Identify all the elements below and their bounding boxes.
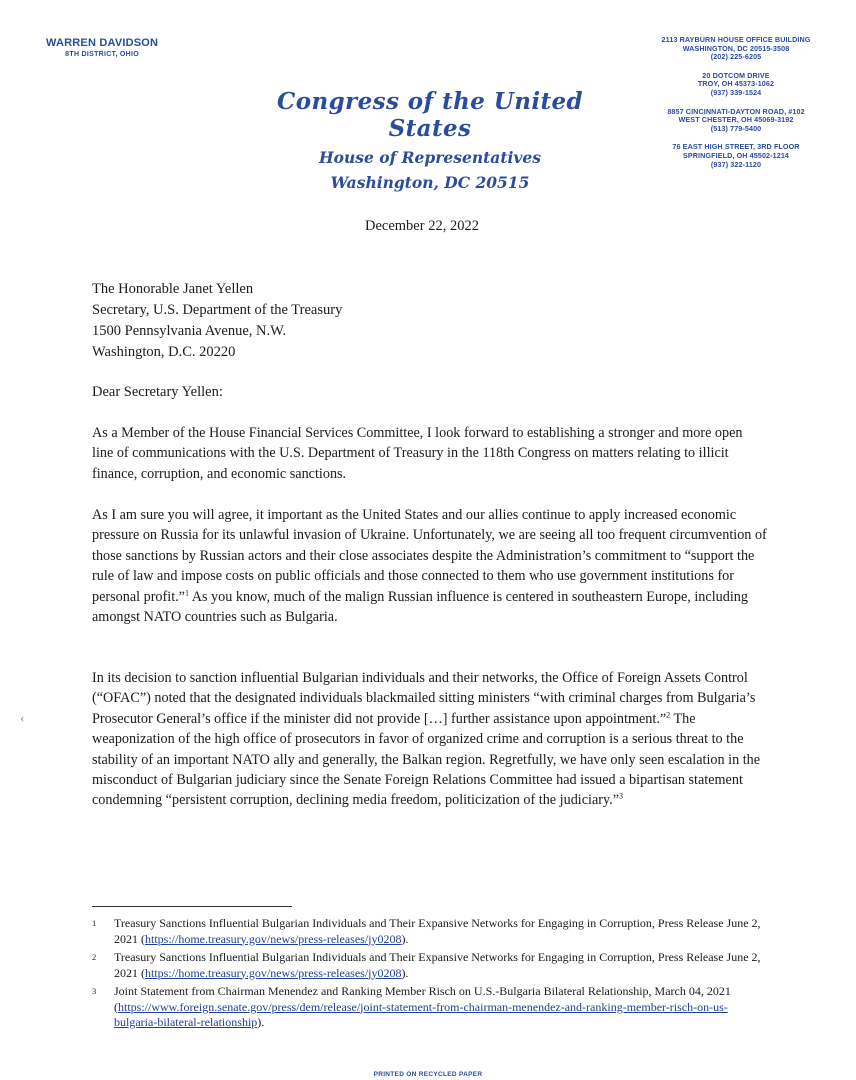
paragraph-text: In its decision to sanction influential Bulgarian individuals and their networks, the Office of Foreign Assets Control (“OFAC”) noted that the designated individuals blackmailed sitting ministers “with criminal charges from Bulgaria’s Prosecutor General’s office if the minister did not provide […] further assistance upon appointment.” [92,670,756,727]
footnote-3 [92,984,767,1031]
recycled-paper-footer: PRINTED ON RECYCLED PAPER [373,1071,483,1078]
letterhead-congress: Congress of the United States [277,88,583,142]
sender-district: 8TH DISTRICT, OHIO [65,51,140,58]
office-line: 8857 CINCINNATI-DAYTON ROAD, #102 [667,106,805,116]
footnote-ref: 1 [184,587,189,597]
margin-mark: ‹ [20,710,25,725]
footnote-text: Joint Statement from Chairman Menendez and Ranking Member Risch on U.S.-Bulgaria Bilateral Relationship, March 04, 2021 ( [114,984,731,1014]
office-line: 20 DOTCOM DRIVE [702,70,770,80]
office-phone: (937) 339-1524 [710,87,762,97]
paragraph-text: As you know, much of the malign Russian influence is centered in southeastern Europe, including amongst NATO countries such as Bulgaria. [92,588,748,626]
footnote-link[interactable]: https://www.foreign.senate.gov/press/dem/release/joint-statement-from-chairman-menendez-and-ranking-member-risch-on-us-bulgaria-bilateral-relationship [114,999,728,1029]
footnote-ref: 2 [666,710,671,720]
footnote-2 [92,950,767,981]
office-phone: (937) 322-1120 [710,159,762,169]
recipient-street: 1500 Pennsylvania Avenue, N.W. [92,323,287,339]
body-paragraph-1 [92,423,767,484]
footnote-number: 2 [92,952,97,962]
footnote-end: ). [401,965,409,980]
recipient-title: Secretary, U.S. Department of the Treasury [92,302,343,318]
footnote-rule [92,906,292,907]
letter-date: December 22, 2022 [365,218,479,234]
recipient-city: Washington, D.C. 20220 [92,344,236,360]
letterhead-house: House of Representatives [319,148,541,167]
office-phone: (202) 225-6205 [710,52,762,62]
office-west-chester [640,108,832,134]
paragraph-text: As a Member of the House Financial Services Committee, I look forward to establishing a stronger and more open line of communications with the U.S. Department of Treasury in the 118th Congress on matters relating to illicit finance, corruption, and economic sanctions. [92,425,743,482]
salutation: Dear Secretary Yellen: [92,384,223,400]
sender-name: WARREN DAVIDSON [46,37,159,49]
office-line: TROY, OH 45373-1062 [697,79,775,89]
recipient-address [92,279,342,363]
body-paragraph-3 [92,668,767,811]
footnote-1 [92,916,767,947]
office-springfield [640,143,832,169]
office-line: 76 EAST HIGH STREET, 3RD FLOOR [672,142,800,152]
office-line: 2113 RAYBURN HOUSE OFFICE BUILDING [661,35,811,44]
office-troy [640,72,832,98]
letterhead-city: Washington, DC 20515 [330,173,530,192]
footnote-link[interactable]: https://home.treasury.gov/news/press-releases/jy0208 [145,931,402,946]
footnote-end: ). [401,931,409,946]
office-phone: (513) 779-5400 [710,123,762,133]
footnote-text: Treasury Sanctions Influential Bulgarian Individuals and Their Expansive Networks for Engaging in Corruption, Press Release June 2, 2021 ( [114,950,761,980]
sender-block [46,37,158,58]
footnote-link[interactable]: https://home.treasury.gov/news/press-releases/jy0208 [145,965,402,980]
footnote-number: 1 [92,918,97,928]
office-dc [640,36,832,62]
paragraph-text: The weaponization of the high office of prosecutors in favor of organized crime and corruption is a serious threat to the stability of an important NATO ally and generally, the Balkan region. Regretfully, we have only seen escalation in the misconduct of Bulgarian judiciary since the Senate Foreign Relations Committee had issued a bipartisan statement condemning “persistent corruption, declining media freedom, politicization of the judiciary.” [92,710,761,809]
footnote-number: 3 [92,986,97,996]
office-addresses [640,36,832,179]
recipient-name: The Honorable Janet Yellen [92,281,254,297]
letterhead [245,88,615,192]
footnote-ref: 3 [619,791,624,801]
footnote-text: Treasury Sanctions Influential Bulgarian Individuals and Their Expansive Networks for Engaging in Corruption, Press Release June 2, 2021 ( [114,916,761,946]
office-line: WEST CHESTER, OH 45069-3192 [678,115,794,125]
office-line: SPRINGFIELD, OH 45502-1214 [682,150,790,160]
footnote-end: ). [257,1015,265,1029]
paragraph-text: As I am sure you will agree, it important as the United States and our allies continue to apply increased economic pressure on Russia for its unlawful invasion of Ukraine. Unfortunately, we are seeing all too frequent circumvention of those sanctions by Russian actors and their close associates despite the Administration’s commitment to “support the rule of law and impose costs on public officials and those connected to them who use government institutions for personal profit.” [92,507,767,605]
office-line: WASHINGTON, DC 20515-3508 [682,43,790,53]
body-paragraph-2 [92,505,767,627]
